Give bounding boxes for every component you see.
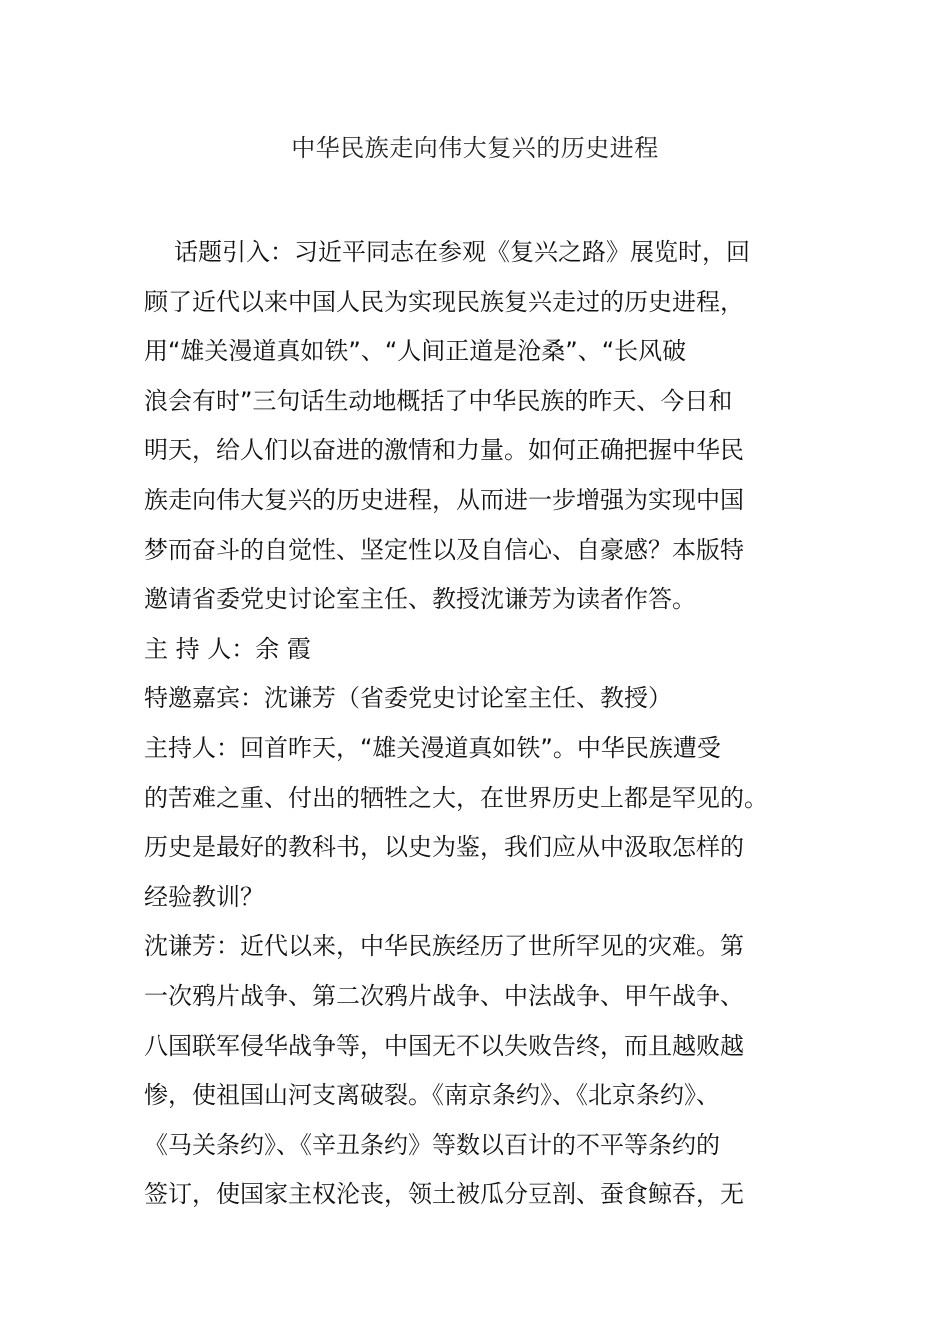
guest-line: 特邀嘉宾：沈谦芳（省委党史讨论室主任、教授）	[144, 684, 672, 713]
document-title: 中华民族走向伟大复兴的历史进程	[291, 134, 659, 162]
text-line: 邀请省委党史讨论室主任、教授沈谦芳为读者作答。	[144, 585, 696, 614]
text-line: 沈谦芳：近代以来，中华民族经历了世所罕见的灾难。第	[144, 932, 744, 961]
text-line: 明天，给人们以奋进的激情和力量。如何正确把握中华民	[144, 436, 744, 465]
document-body	[144, 228, 794, 1220]
text-line: 签订，使国家主权沦丧，领土被瓜分豆剖、蚕食鲸吞，无	[144, 1180, 744, 1209]
text-line: 梦而奋斗的自觉性、坚定性以及自信心、自豪感？本版特	[144, 535, 744, 564]
text-line: 顾了近代以来中国人民为实现民族复兴走过的历史进程，	[144, 287, 744, 316]
text-line: 八国联军侵华战争等，中国无不以失败告终，而且越败越	[144, 1031, 744, 1060]
text-line: 《马关条约》、《辛丑条约》等数以百计的不平等条约的	[144, 1130, 720, 1159]
host-line: 主 持 人：余 霞	[144, 634, 311, 663]
text-line: 用“雄关漫道真如铁”、“人间正道是沧桑”、“长风破	[144, 337, 687, 366]
text-line: 主持人：回首昨天，“雄关漫道真如铁”。中华民族遭受	[144, 733, 721, 762]
text-line: 话题引入：习近平同志在参观《复兴之路》展览时，回	[174, 238, 750, 266]
text-line: 一次鸦片战争、第二次鸦片战争、中法战争、甲午战争、	[144, 981, 744, 1010]
text-line: 经验教训？	[144, 882, 264, 911]
text-line: 惨，使祖国山河支离破裂。《南京条约》、《北京条约》、	[144, 1081, 720, 1110]
text-line: 的苦难之重、付出的牺牲之大，在世界历史上都是罕见的。	[144, 783, 768, 812]
text-line: 族走向伟大复兴的历史进程，从而进一步增强为实现中国	[144, 485, 744, 514]
text-line: 浪会有时”三句话生动地概括了中华民族的昨天、今日和	[144, 386, 733, 415]
text-line: 历史是最好的教科书，以史为鉴，我们应从中汲取怎样的	[144, 833, 744, 862]
